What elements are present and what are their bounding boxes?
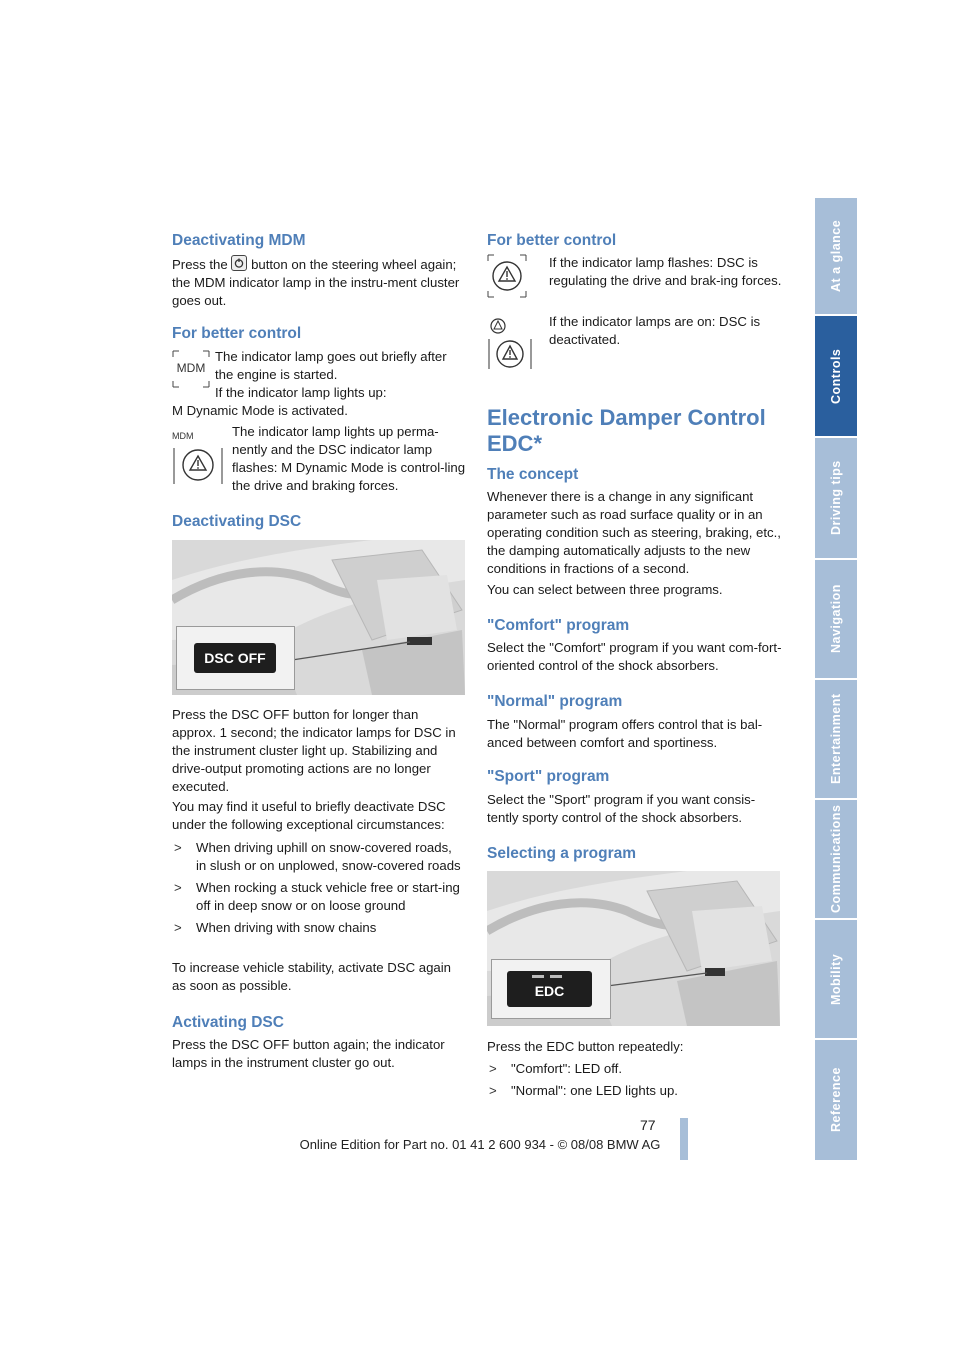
edc-bullet-list	[487, 1060, 782, 1100]
dsc-bullet-list	[172, 839, 464, 937]
dsc-on-text: If the indicator lamps are on: DSC is deactivated.	[549, 314, 761, 347]
tab-communications[interactable]: Communications	[829, 804, 843, 914]
tab-entertainment[interactable]: Entertainment	[829, 693, 843, 785]
press-edc-text: Press the EDC button repeatedly:	[487, 1039, 684, 1054]
dsc-para3: To increase vehicle stability, activate DSC again as soon as possible.	[172, 960, 452, 993]
comfort-text: Select the "Comfort" program if you want com-fort-oriented control of the shock absorbers.	[487, 640, 782, 673]
list-item: > When driving uphill on snow-covered roads, in slush or on unplowed, snow-covered roads	[174, 840, 461, 873]
mdm-lamp-up-text: If the indicator lamp lights up:	[215, 385, 387, 400]
tab-driving-tips[interactable]: Driving tips	[829, 460, 843, 536]
normal-text: The "Normal" program offers control that is bal-anced between comfort and sportiness.	[487, 717, 763, 750]
dsc-warning-icon	[172, 446, 224, 486]
heading-the-concept: The concept	[487, 466, 579, 483]
dsc-para1: Press the DSC OFF button for longer than approx. 1 second; the indicator lamps for DSC in the instrument cluster light up. Stabilizing and drive-output promoting actions are no longer executed.	[172, 707, 456, 794]
mdm-button-icon	[231, 255, 247, 271]
section-tab-bar	[815, 198, 857, 1160]
dsc-on-icon	[487, 315, 533, 371]
list-item: > "Normal": one LED lights up.	[489, 1083, 678, 1098]
list-item: > "Comfort": LED off.	[489, 1061, 622, 1076]
heading-better-control-right: For better control	[487, 232, 617, 249]
mdm-deactivate-text: Press the button on the steering wheel again; the MDM indicator lamp in the instru-ment cluster goes out.	[172, 257, 460, 308]
activating-dsc-text: Press the DSC OFF button again; the indicator lamps in the instrument cluster go out.	[172, 1037, 445, 1070]
dsc-off-label: DSC OFF	[204, 650, 266, 666]
list-item: > When driving with snow chains	[174, 920, 377, 935]
mdm-activated-text: M Dynamic Mode is activated.	[172, 403, 348, 418]
edc-led-1	[532, 975, 544, 978]
heading-deactivating-mdm: Deactivating MDM	[172, 232, 306, 249]
page-number: 77	[640, 1117, 656, 1133]
list-item: > When rocking a stuck vehicle free or start-ing off in deep snow or on loose ground	[174, 880, 460, 913]
heading-edc: Electronic Damper Control EDC*	[487, 405, 766, 456]
dsc-button-photo	[172, 540, 465, 695]
tab-mobility[interactable]: Mobility	[829, 953, 843, 1005]
dsc-flashing-icon	[487, 254, 527, 298]
tab-reference[interactable]: Reference	[829, 1067, 843, 1133]
tab-at-a-glance[interactable]: At a glance	[829, 219, 843, 293]
edc-led-2	[550, 975, 562, 978]
mdm-indicator-icon: MDM	[172, 350, 210, 388]
tab-controls[interactable]: Controls	[815, 316, 857, 436]
heading-sport-program: "Sport" program	[487, 768, 610, 785]
footer-edition: Online Edition for Part no. 01 41 2 600 934 - © 08/08 BMW AG	[299, 1137, 661, 1152]
dsc-para2: You may find it useful to briefly deactivate DSC under the following exceptional circumstances:	[172, 799, 446, 832]
mdm-small-label: MDM	[172, 431, 194, 441]
sport-text: Select the "Sport" program if you want consis-tently sporty control of the shock absorbers.	[487, 792, 756, 825]
heading-better-control-left: For better control	[172, 325, 302, 342]
mdm-lamp-out-text: The indicator lamp goes out briefly after the engine is started.	[215, 349, 447, 382]
edc-label: EDC	[534, 983, 565, 999]
heading-normal-program: "Normal" program	[487, 693, 623, 710]
mdm-lamp-permanent-text: The indicator lamp lights up perma-nently and the DSC indicator lamp flashes: M Dynamic Mode is control-ling the drive and braking forces.	[232, 424, 466, 493]
tab-navigation[interactable]: Navigation	[829, 584, 843, 654]
heading-selecting-program: Selecting a program	[487, 845, 637, 862]
heading-deactivating-dsc: Deactivating DSC	[172, 513, 302, 530]
concept-text: Whenever there is a change in any significant parameter such as road surface quality or in an operating condition such as steering, braking, etc., the damping automatically adjusts to the new conditions in fractions of a second.	[487, 489, 781, 576]
heading-activating-dsc: Activating DSC	[172, 1014, 284, 1031]
dsc-flashing-text: If the indicator lamp flashes: DSC is regulating the drive and brak-ing forces.	[549, 255, 782, 288]
select-programs-text: You can select between three programs.	[487, 582, 723, 597]
heading-comfort-program: "Comfort" program	[487, 617, 630, 634]
edc-button-photo	[487, 871, 780, 1026]
